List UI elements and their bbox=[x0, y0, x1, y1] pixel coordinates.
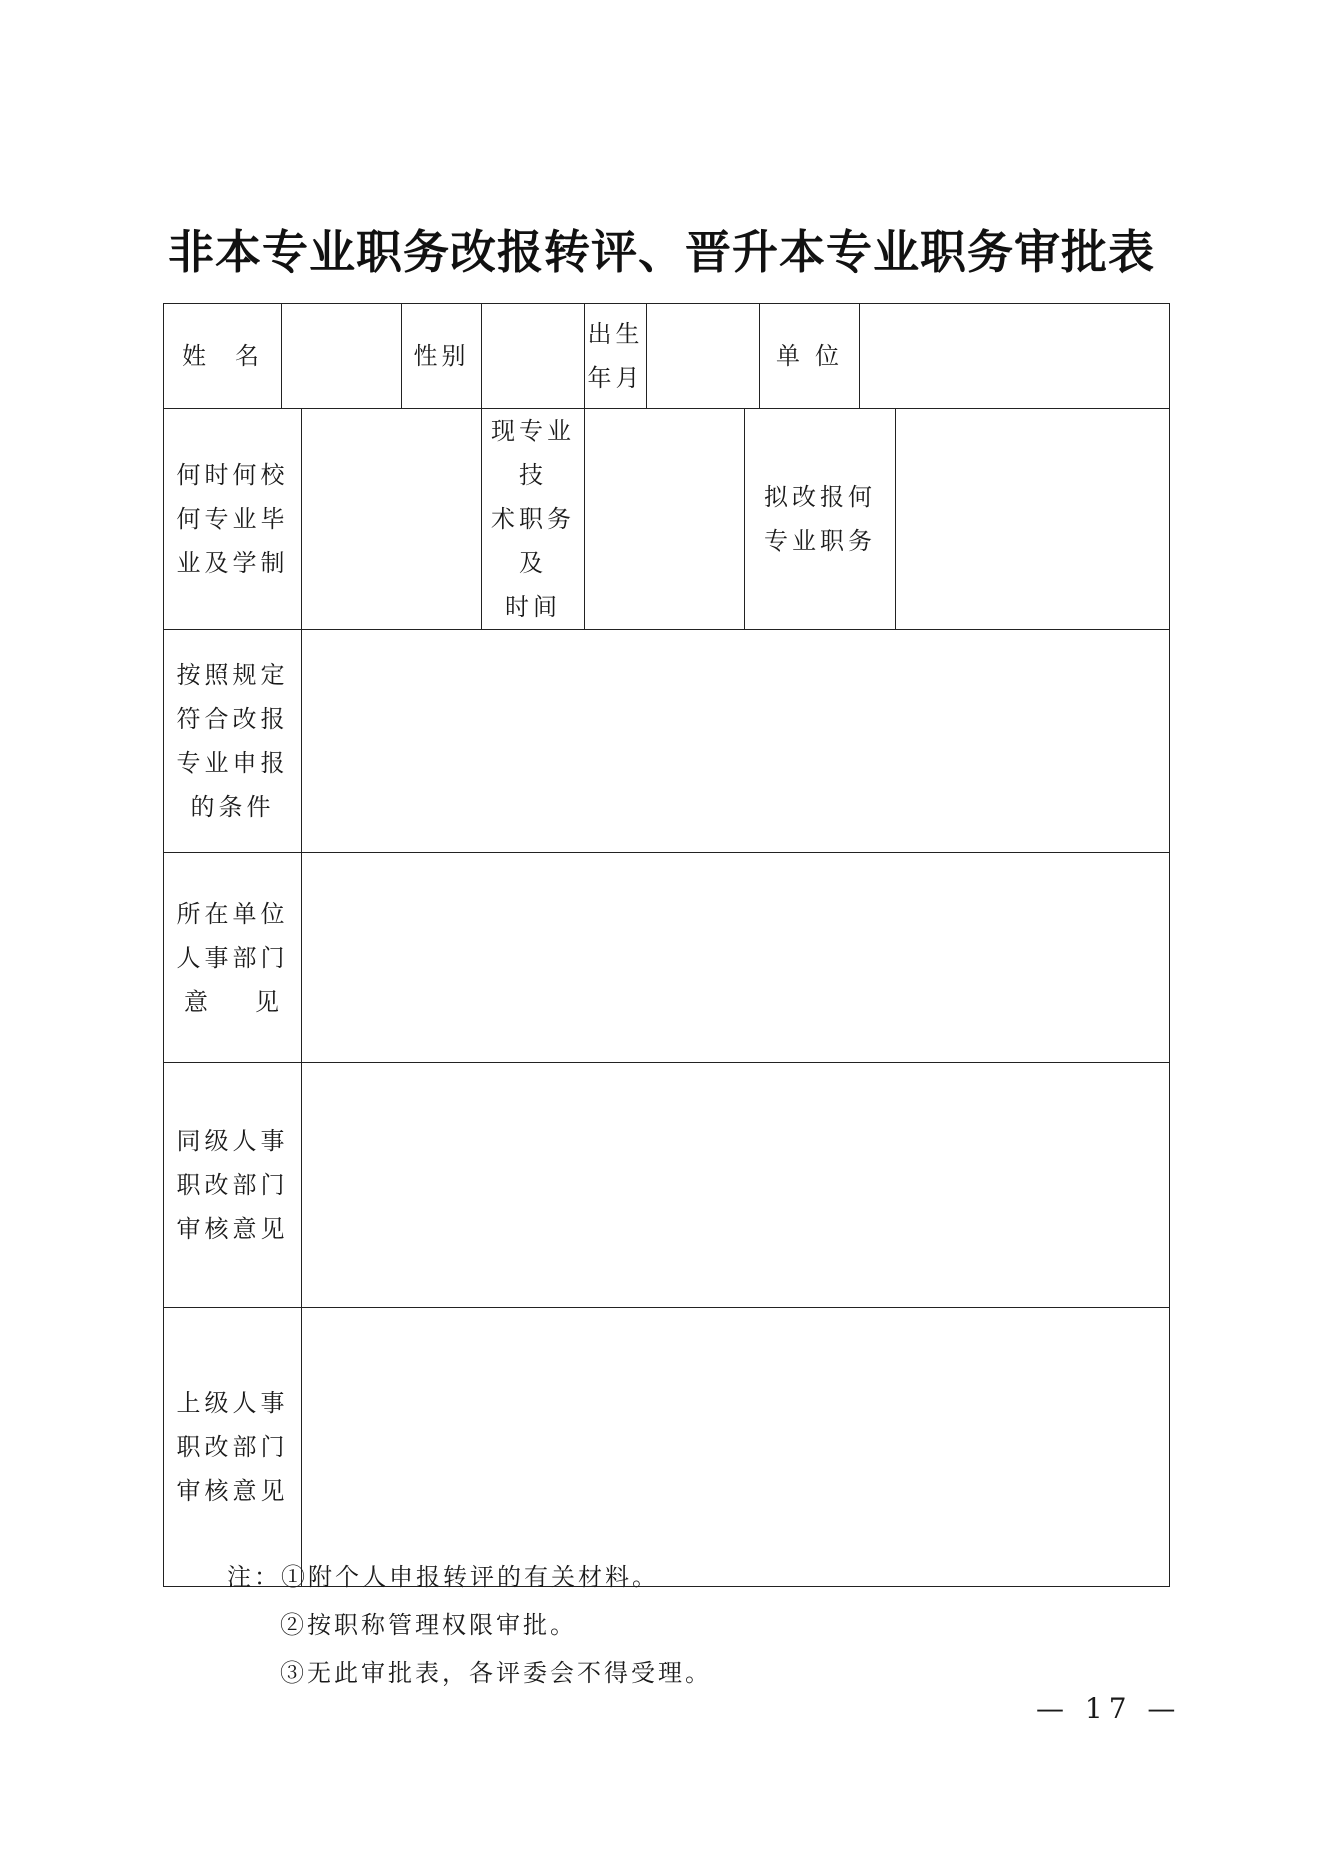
current-title-field[interactable] bbox=[585, 409, 745, 630]
name-label: 姓 名 bbox=[164, 304, 282, 409]
note-item: ②按职称管理权限审批。 bbox=[280, 1611, 577, 1639]
approval-form-table bbox=[163, 303, 1170, 1587]
name-field[interactable] bbox=[282, 304, 402, 409]
proposed-title-field[interactable] bbox=[896, 409, 1170, 630]
education-row bbox=[164, 409, 1170, 630]
gender-label: 性别 bbox=[402, 304, 482, 409]
same-level-row bbox=[164, 1063, 1170, 1308]
current-title-label: 现专业技 术职务及 时间 bbox=[482, 409, 585, 630]
note-item: 注：①附个人申报转评的有关材料。 bbox=[227, 1563, 659, 1591]
conditions-field[interactable] bbox=[302, 630, 1170, 853]
unit-field[interactable] bbox=[860, 304, 1170, 409]
unit-hr-opinion-field[interactable] bbox=[302, 853, 1170, 1063]
birth-date-label: 出生 年月 bbox=[585, 304, 647, 409]
conditions-label: 按照规定 符合改报 专业申报 的条件 bbox=[164, 630, 302, 853]
unit-label: 单 位 bbox=[760, 304, 860, 409]
note-item: ③无此审批表，各评委会不得受理。 bbox=[280, 1659, 712, 1687]
basic-info-row bbox=[164, 304, 1170, 409]
birth-date-field[interactable] bbox=[647, 304, 760, 409]
proposed-title-label: 拟改报何 专业职务 bbox=[745, 409, 896, 630]
graduation-field[interactable] bbox=[302, 409, 482, 630]
page-number: — 17 — bbox=[1036, 1692, 1182, 1725]
unit-hr-row bbox=[164, 853, 1170, 1063]
unit-hr-label: 所在单位 人事部门 意 见 bbox=[164, 853, 302, 1063]
upper-level-opinion-field[interactable] bbox=[302, 1308, 1170, 1587]
page-title: 非本专业职务改报转评、晋升本专业职务审批表 bbox=[168, 225, 1155, 279]
upper-level-row bbox=[164, 1308, 1170, 1587]
conditions-row bbox=[164, 630, 1170, 853]
same-level-opinion-field[interactable] bbox=[302, 1063, 1170, 1308]
notes bbox=[227, 1553, 712, 1697]
same-level-label: 同级人事 职改部门 审核意见 bbox=[164, 1063, 302, 1308]
gender-field[interactable] bbox=[482, 304, 585, 409]
graduation-label: 何时何校 何专业毕 业及学制 bbox=[164, 409, 302, 630]
upper-level-label: 上级人事 职改部门 审核意见 bbox=[164, 1308, 302, 1587]
